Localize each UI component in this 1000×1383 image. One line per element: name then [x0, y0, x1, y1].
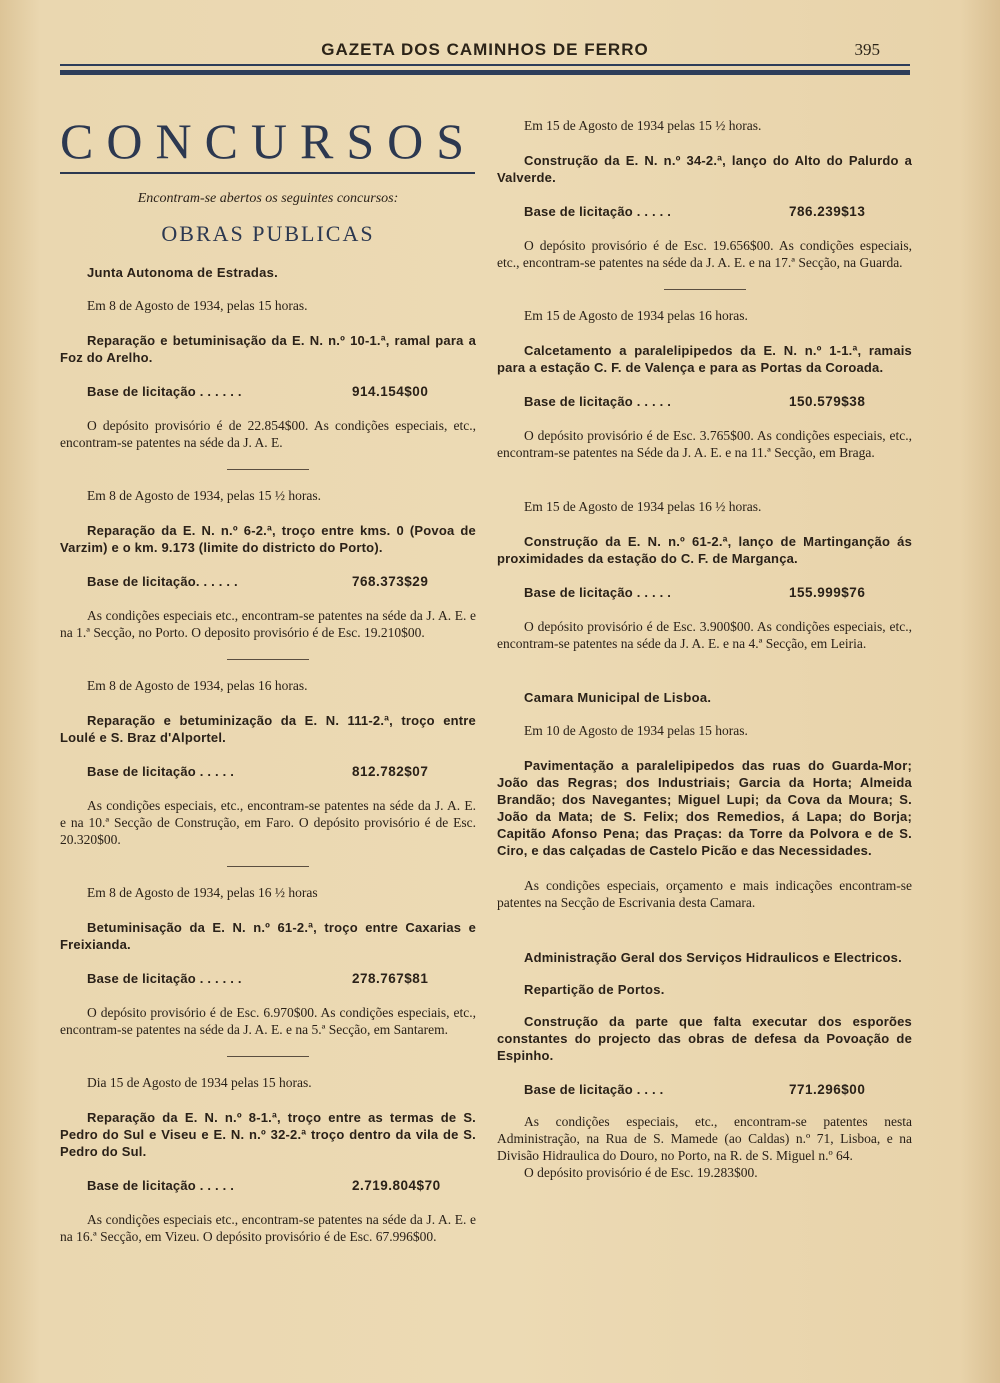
entry-date: Dia 15 de Agosto de 1934 pelas 15 horas.	[87, 1075, 312, 1090]
entry-base	[497, 394, 912, 409]
journal-title: GAZETA DOS CAMINHOS DE FERRO	[321, 40, 649, 59]
sub-org-title: Repartição de Portos.	[524, 982, 665, 997]
tender-entry	[60, 885, 476, 1038]
base-value: 771.296$00	[789, 1082, 866, 1097]
entry-work: Reparação e betuminisação da E. N. n.º 10-1.ª, ramal para a Foz do Arelho.	[60, 333, 476, 365]
base-label: Base de licitação . . . .	[524, 1082, 664, 1097]
entry-work: Calcetamento a paralelipipedos da E. N. n.º 1-1.ª, ramais para a estação C. F. de Valença e para as Portas da Coroada.	[497, 343, 912, 375]
entry-base	[60, 384, 476, 399]
org-title: Administração Geral dos Serviços Hidraulicos e Electricos.	[524, 950, 902, 965]
page-title: CONCURSOS	[60, 113, 478, 169]
tender-entry	[60, 1075, 476, 1245]
entry-date: Em 15 de Agosto de 1934 pelas 15 ½ horas.	[524, 118, 762, 133]
title-rule	[60, 172, 475, 174]
entry-conditions: O depósito provisório é de Esc. 6.970$00. As condições especiais, etc., encontram-se patentes na séde da J. A. E. e na 5.ª Secção, em Santarem.	[60, 1005, 476, 1037]
tender-entry	[497, 118, 912, 271]
base-label: Base de licitação . . . . .	[87, 1178, 235, 1193]
base-value: 812.782$07	[352, 764, 429, 779]
base-label: Base de licitação . . . . .	[524, 585, 672, 600]
org-title: Junta Autonoma de Estradas.	[87, 265, 279, 280]
base-value: 155.999$76	[789, 585, 866, 600]
base-value: 278.767$81	[352, 971, 429, 986]
entry-base	[497, 1082, 912, 1097]
entry-date: Em 8 de Agosto de 1934, pelas 16 ½ horas	[87, 885, 318, 900]
entry-work: Reparação da E. N. n.º 6-2.ª, troço entre kms. 0 (Povoa de Varzim) e o km. 9.173 (limite do districto do Porto).	[60, 523, 476, 555]
entry-conditions: As condições especiais, etc., encontram-se patentes na séde da J. A. E. e na 10.ª Secção de Construção, em Faro. O depósito provisório é de Esc. 20.320$00.	[60, 798, 476, 847]
section-title: OBRAS PUBLICAS	[161, 221, 375, 246]
entry-date: Em 8 de Agosto de 1934, pelas 16 horas.	[87, 678, 308, 693]
entry-work: Construção da E. N. n.º 34-2.ª, lanço do Alto do Palurdo a Valverde.	[497, 153, 912, 185]
entry-date: Em 15 de Agosto de 1934 pelas 16 horas.	[524, 308, 748, 323]
entry-conditions: As condições especiais etc., encontram-se patentes na séde da J. A. E. e na 1.ª Secção, no Porto. O deposito provisório é de Esc. 19.210$00.	[60, 608, 476, 640]
entry-work: Reparação e betuminização da E. N. 111-2.ª, troço entre Loulé e S. Braz d'Alportel.	[60, 713, 476, 745]
base-label: Base de licitação . . . . .	[524, 394, 672, 409]
entry-conditions: As condições especiais etc., encontram-se patentes na séde da J. A. E. e na 16.ª Secção, em Vizeu. O depósito provisório é de Esc. 67.996$00.	[60, 1212, 476, 1244]
tender-entry	[60, 488, 476, 641]
tender-entry	[497, 308, 912, 461]
entry-conditions: O depósito provisório é de 22.854$00. As condições especiais, etc., encontram-se patentes na séde da J. A. E.	[60, 418, 476, 450]
entry-base	[60, 574, 476, 589]
admin-entry	[497, 949, 912, 1181]
entry-work: Pavimentação a paralelipipedos das ruas do Guarda-Mor; João das Regras; dos Industriais; Garcia da Horta; Almeida Brandão; dos Navegantes; Miguel Lupi; da Cova da Moura; S. João da Mata; de S. Felix; dos Remedios, á Lapa; do Borja; Capitão Afonso Pena; das Praças: da Torre da Polvora e de S. Ciro, e das calçadas de Castelo Picão e das Necessidades.	[497, 758, 912, 858]
base-value: 786.239$13	[789, 204, 866, 219]
entry-base	[497, 585, 912, 600]
camara-entry	[497, 690, 912, 911]
entry-base	[60, 764, 476, 779]
left-column	[60, 110, 476, 1245]
base-label: Base de licitação. . . . . .	[87, 574, 238, 589]
entry-conditions: O depósito provisório é de Esc. 19.656$00. As condições especiais, etc., encontram-se patentes na séde da J. A. E. e na 17.ª Secção, na Guarda.	[497, 238, 912, 270]
intro-text: Encontram-se abertos os seguintes concursos:	[137, 191, 399, 206]
org-title: Camara Municipal de Lisboa.	[524, 690, 712, 705]
entry-date: Em 15 de Agosto de 1934 pelas 16 ½ horas.	[524, 499, 762, 514]
base-label: Base de licitação . . . . . .	[87, 971, 242, 986]
base-value: 150.579$38	[789, 394, 866, 409]
page-number: 395	[854, 40, 880, 59]
entry-deposit: O depósito provisório é de Esc. 19.283$00.	[524, 1165, 758, 1180]
entry-date: Em 8 de Agosto de 1934, pelas 15 horas.	[87, 298, 308, 313]
entry-base	[497, 204, 912, 219]
base-value: 914.154$00	[352, 384, 429, 399]
tender-entry	[497, 499, 912, 652]
header-rule-thick	[60, 70, 910, 75]
entry-conditions: O depósito provisório é de Esc. 3.765$00. As condições especiais, etc., encontram-se patentes na Séde da J. A. E. e na 11.ª Secção, em Braga.	[497, 428, 912, 460]
entry-base	[60, 971, 476, 986]
entry-work: Betuminisação da E. N. n.º 61-2.ª, troço entre Caxarias e Freixianda.	[60, 920, 476, 952]
tender-entry	[60, 298, 476, 451]
entry-date: Em 8 de Agosto de 1934, pelas 15 ½ horas.	[87, 488, 321, 503]
entry-base	[60, 1178, 476, 1193]
base-label: Base de licitação . . . . .	[87, 764, 235, 779]
entry-conditions: O depósito provisório é de Esc. 3.900$00. As condições especiais, etc., encontram-se patentes na séde da J. A. E. e na 4.ª Secção, em Leiria.	[497, 619, 912, 651]
entry-date: Em 10 de Agosto de 1934 pelas 15 horas.	[524, 723, 748, 738]
tender-entry	[60, 678, 476, 848]
header-rule-thin	[60, 64, 910, 66]
base-value: 2.719.804$70	[352, 1178, 441, 1193]
base-label: Base de licitação . . . . .	[524, 204, 672, 219]
entry-conditions: As condições especiais, etc., encontram-se patentes nesta Administração, na Rua de S. Mamede (ao Caldas) n.º 71, Lisboa, e na Divisão Hidraulica do Douro, no Porto, na R. de S. Miguel n.º 64.	[497, 1114, 912, 1163]
base-value: 768.373$29	[352, 574, 429, 589]
entry-work: Construção da E. N. n.º 61-2.ª, lanço de Martinganção ás proximidades da estação do C. F. de Margança.	[497, 534, 912, 566]
entry-work: Construção da parte que falta executar dos esporões constantes do projecto das obras de defesa da Povoação de Espinho.	[497, 1014, 912, 1063]
base-label: Base de licitação . . . . . .	[87, 384, 242, 399]
entry-work: Reparação da E. N. n.º 8-1.ª, troço entre as termas de S. Pedro do Sul e Viseu e E. N. n.º 32-2.ª troço dentro da vila de S. Pedro do Sul.	[60, 1110, 476, 1159]
right-column	[497, 118, 912, 1181]
entry-conditions: As condições especiais, orçamento e mais indicações encontram-se patentes na Secção de Escrivania desta Camara.	[497, 878, 912, 910]
